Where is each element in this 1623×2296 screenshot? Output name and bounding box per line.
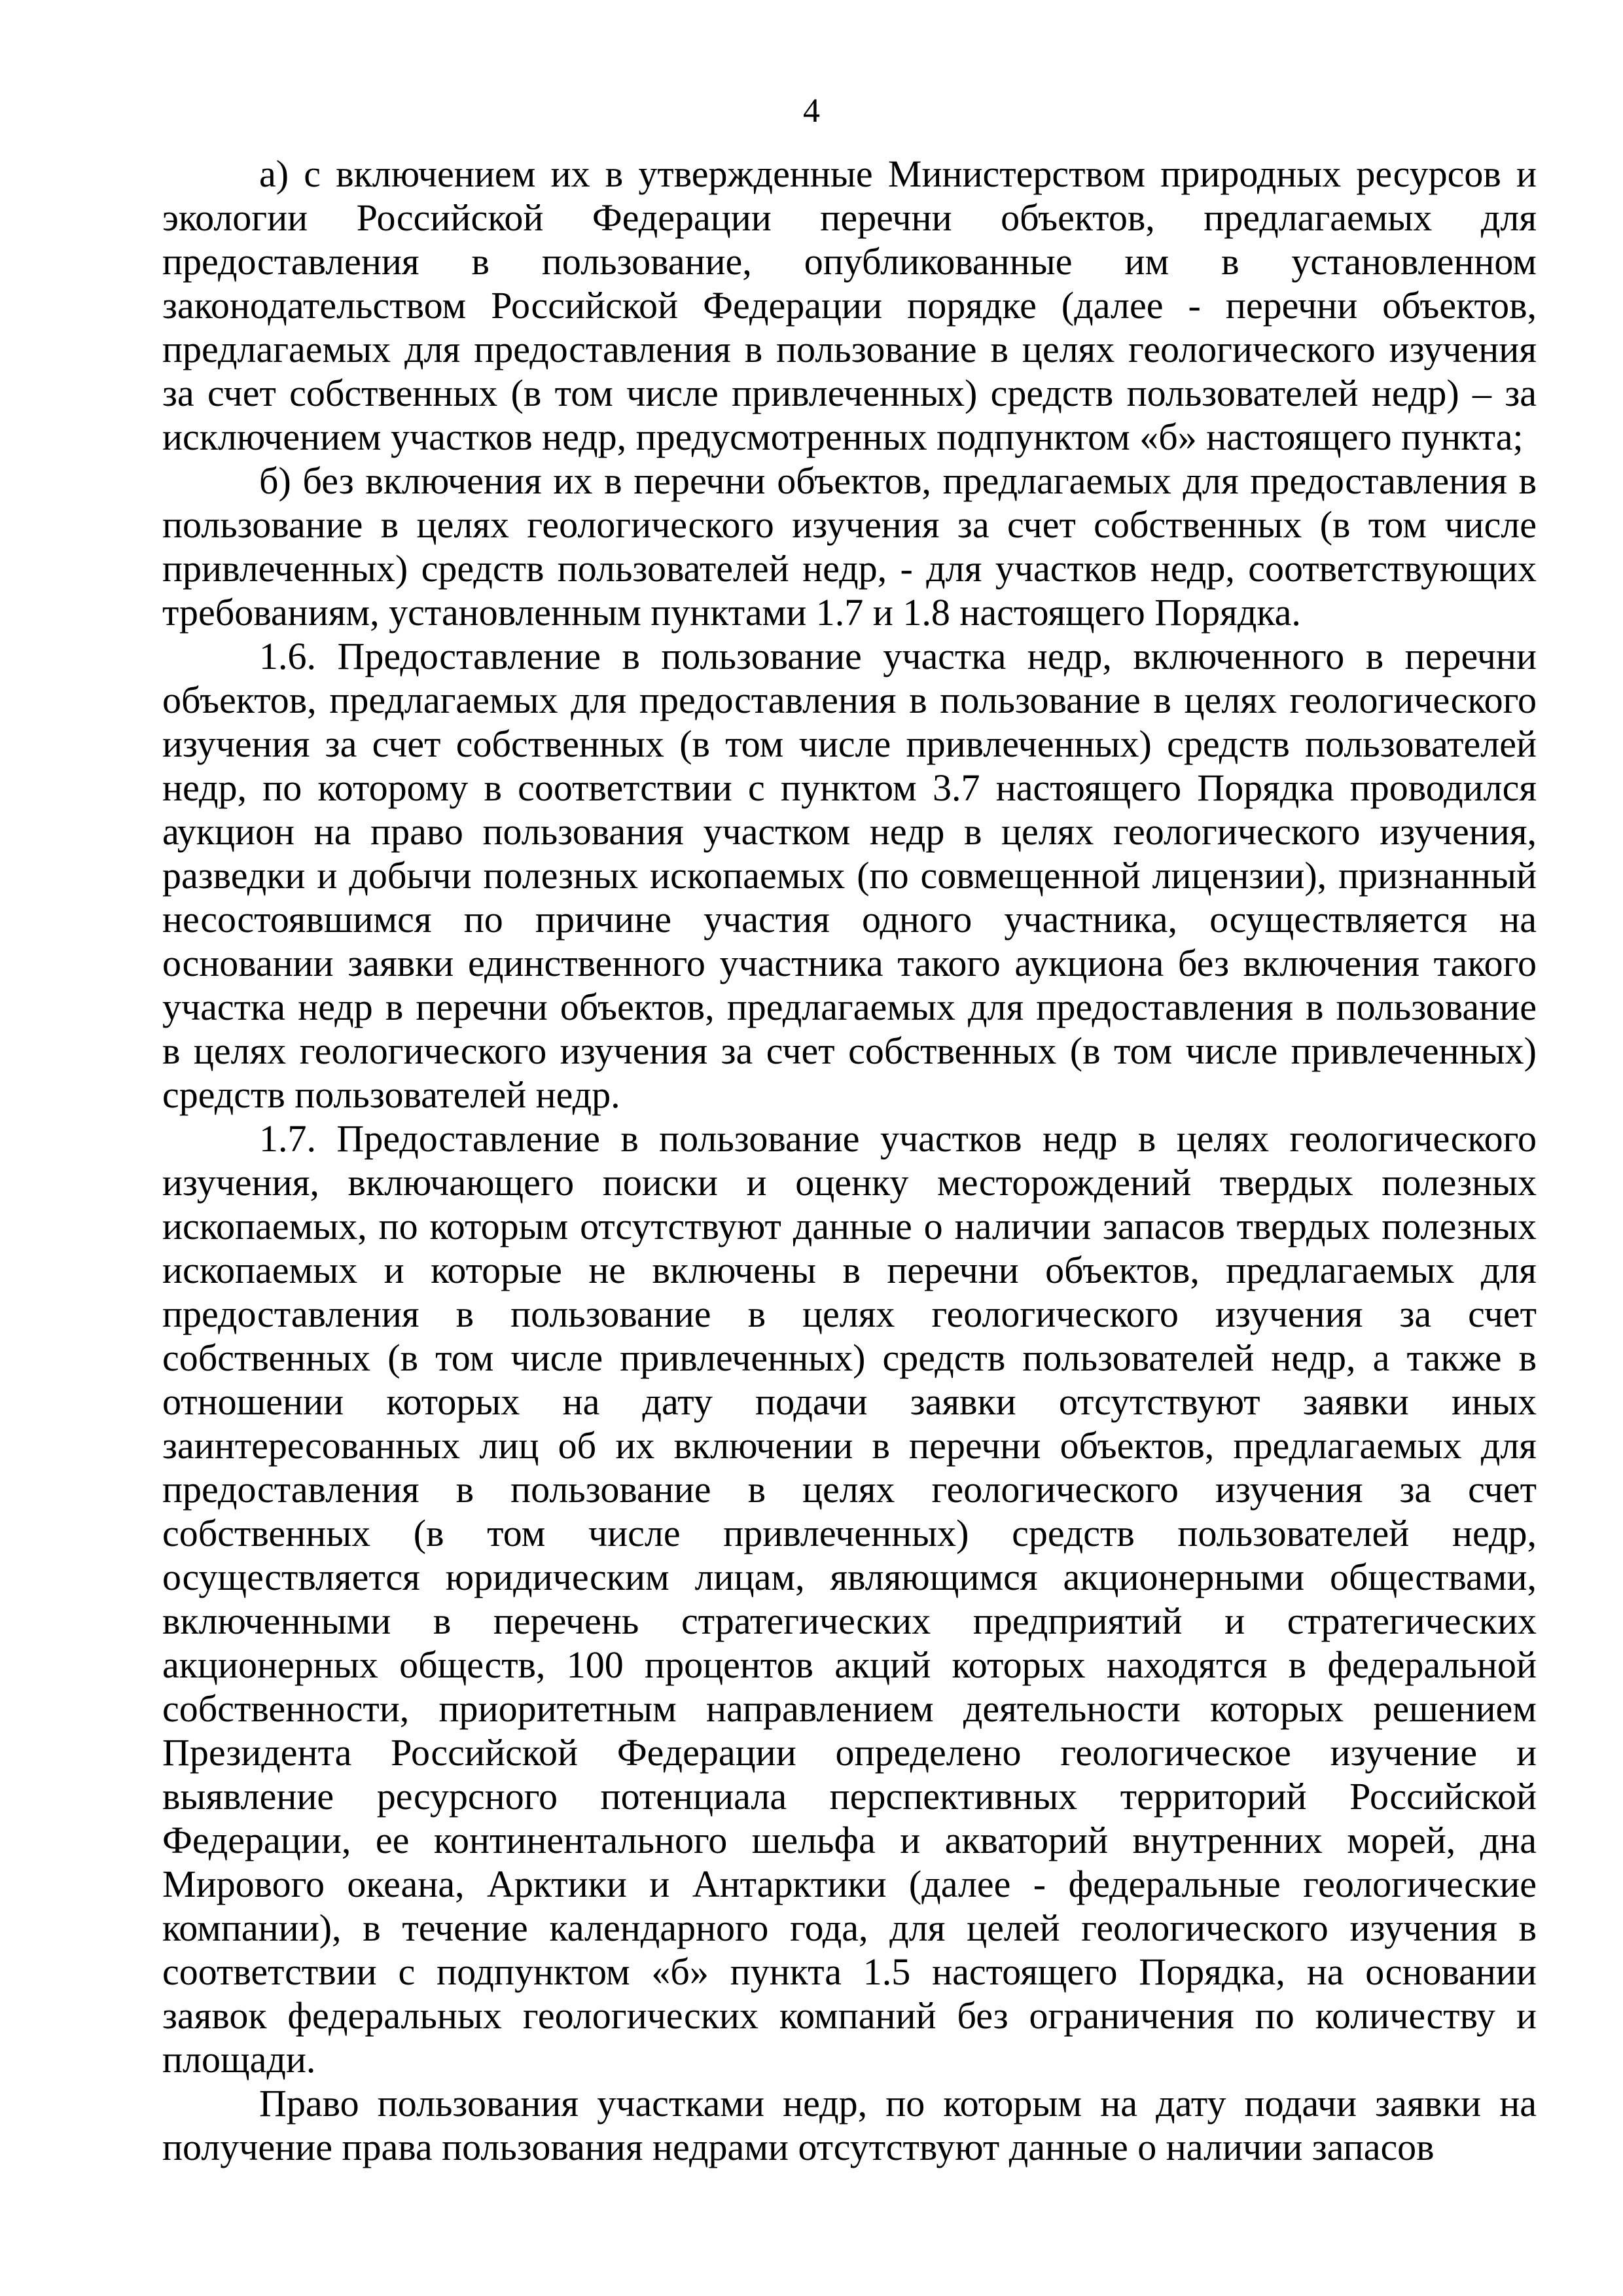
paragraph-subitem-b: б) без включения их в перечни объектов, предлагаемых для предоставления в пользование в целях геологического изучения за счет собственных (в том числе привлеченных) средств пользователей недр, - для участков недр, соответствующих требованиям, установленным пунктами 1.7 и 1.8 настоящего Порядка. [162,459,1537,634]
document-body [162,152,1537,2169]
paragraph-subitem-a: а) с включением их в утвержденные Министерством природных ресурсов и экологии Российской Федерации перечни объектов, предлагаемых для предоставления в пользование, опубликованные им в установленном законодательством Российской Федерации порядке (далее - перечни объектов, предлагаемых для предоставления в пользование в целях геологического изучения за счет собственных (в том числе привлеченных) средств пользователей недр) – за исключением участков недр, предусмотренных подпунктом «б» настоящего пункта; [162,152,1537,458]
paragraph-continuation: Право пользования участками недр, по которым на дату подачи заявки на получение права пользования недрами отсутствуют данные о наличии запасов [162,2082,1537,2168]
paragraph-clause-1-6: 1.6. Предоставление в пользование участка недр, включенного в перечни объектов, предлагаемых для предоставления в пользование в целях геологического изучения за счет собственных (в том числе привлеченных) средств пользователей недр, по которому в соответствии с пунктом 3.7 настоящего Порядка проводился аукцион на право пользования участком недр в целях геологического изучения, разведки и добычи полезных ископаемых (по совмещенной лицензии), признанный несостоявшимся по причине участия одного участника, осуществляется на основании заявки единственного участника такого аукциона без включения такого участка недр в перечни объектов, предлагаемых для предоставления в пользование в целях геологического изучения за счет собственных (в том числе привлеченных) средств пользователей недр. [162,635,1537,1116]
page-number: 4 [803,92,820,130]
paragraph-clause-1-7: 1.7. Предоставление в пользование участков недр в целях геологического изучения, включающего поиски и оценку месторождений твердых полезных ископаемых, по которым отсутствуют данные о наличии запасов твердых полезных ископаемых и которые не включены в перечни объектов, предлагаемых для предоставления в пользование в целях геологического изучения за счет собственных (в том числе привлеченных) средств пользователей недр, а также в отношении которых на дату подачи заявки отсутствуют заявки иных заинтересованных лиц об их включении в перечни объектов, предлагаемых для предоставления в пользование в целях геологического изучения за счет собственных (в том числе привлеченных) средств пользователей недр, осуществляется юридическим лицам, являющимся акционерными обществами, включенными в перечень стратегических предприятий и стратегических акционерных обществ, 100 процентов акций которых находятся в федеральной собственности, приоритетным направлением деятельности которых решением Президента Российской Федерации определено геологическое изучение и выявление ресурсного потенциала перспективных территорий Российской Федерации, ее континентального шельфа и акваторий внутренних морей, дна Мирового океана, Арктики и Антарктики (далее - федеральные геологические компании), в течение календарного года, для целей геологического изучения в соответствии с подпунктом «б» пункта 1.5 настоящего Порядка, на основании заявок федеральных геологических компаний без ограничения по количеству и площади. [162,1117,1537,2081]
